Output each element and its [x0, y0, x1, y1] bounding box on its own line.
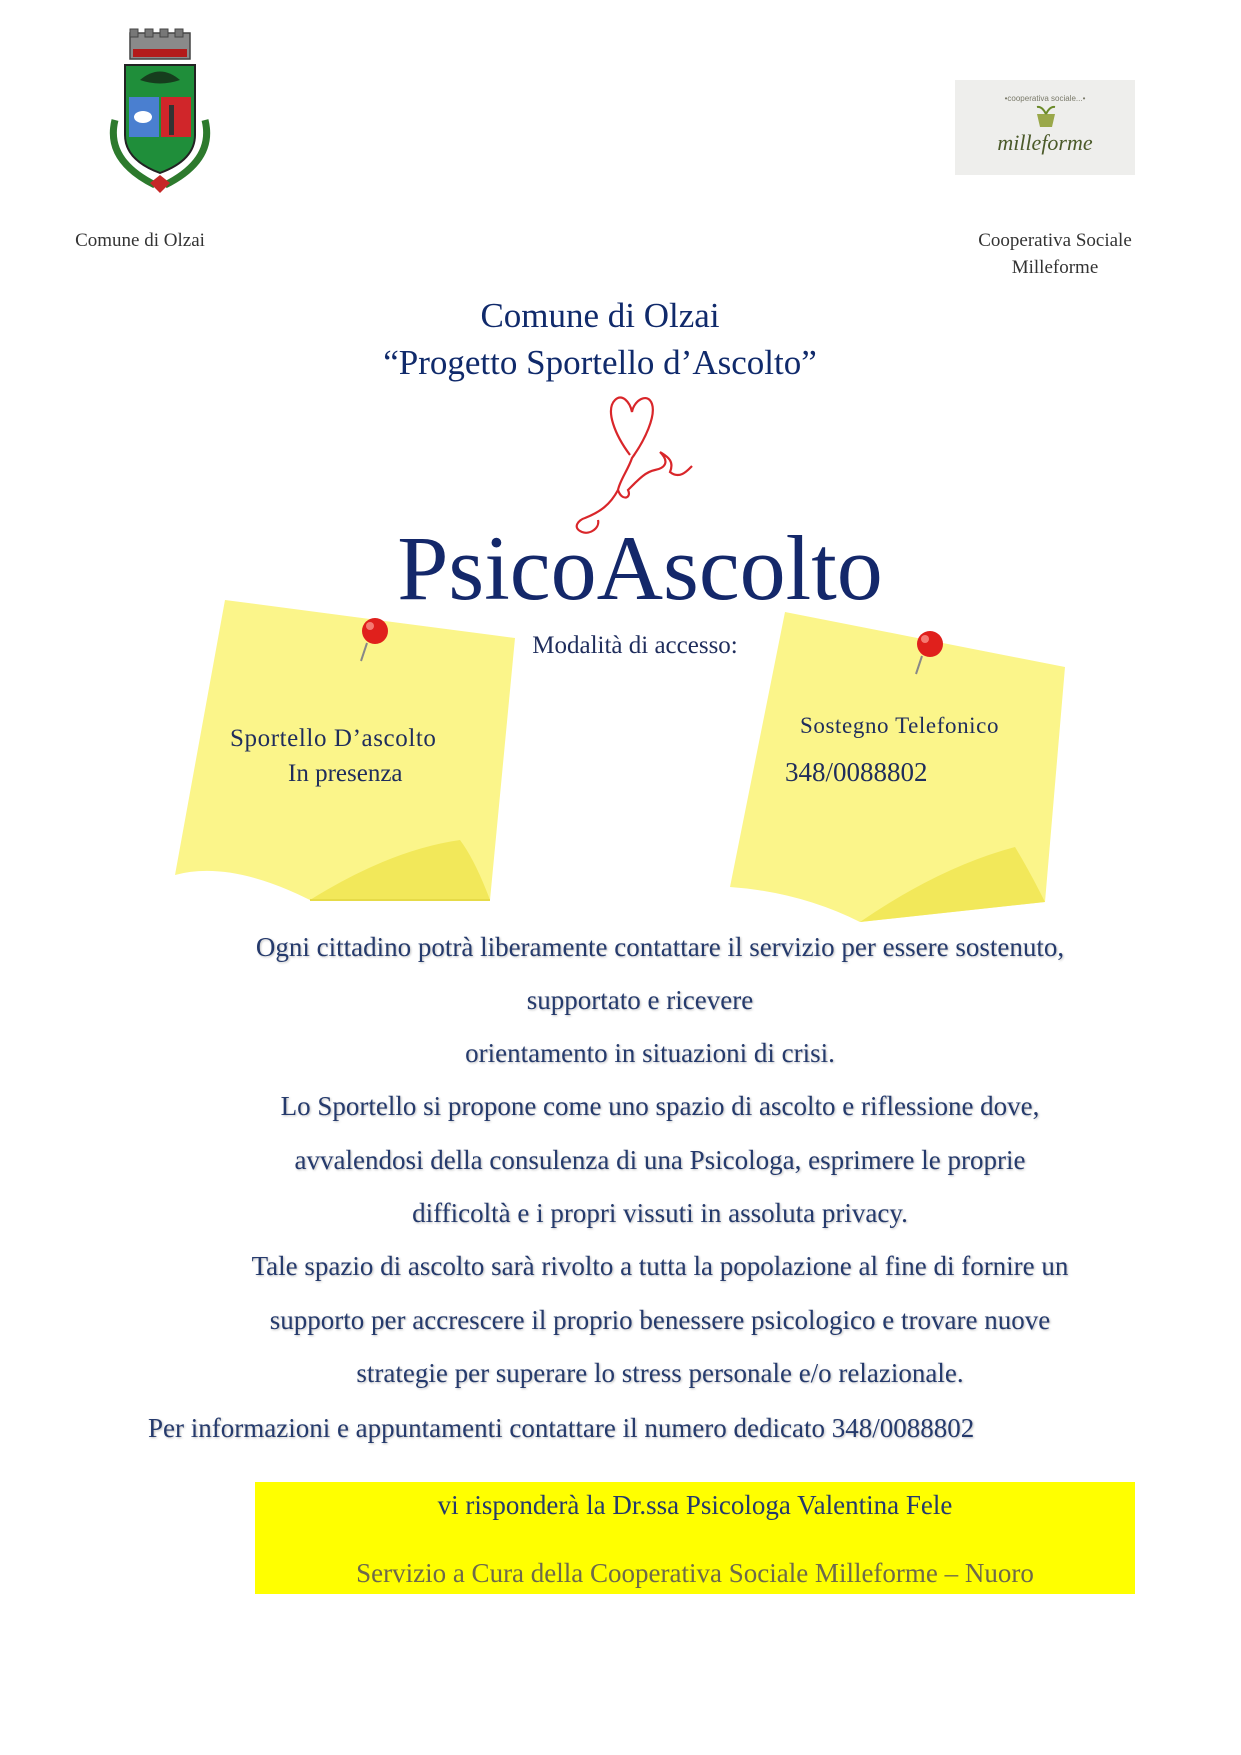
psychologist-line: vi risponderà la Dr.ssa Psicologa Valentina Fele [437, 1490, 953, 1520]
note-right-line1: Sostegno Telefonico [800, 713, 1000, 738]
body-line: supportato e ricevere [526, 985, 754, 1015]
body-line: strategie per superare lo stress personale e/o relazionale. [356, 1358, 964, 1388]
service-credit-line: Servizio a Cura della Cooperativa Sociale Milleforme – Nuoro [356, 1558, 1034, 1588]
title-project: “Progetto Sportello d’Ascolto” [383, 343, 817, 382]
body-line: orientamento in situazioni di crisi. [465, 1038, 835, 1068]
body-line: Tale spazio di ascolto sarà rivolto a tutta la popolazione al fine di fornire un [251, 1251, 1069, 1281]
body-line: supporto per accrescere il proprio benessere psicologico e trovare nuove [269, 1305, 1051, 1335]
note-right-line2: 348/0088802 [785, 757, 928, 787]
title-municipality: Comune di Olzai [480, 296, 720, 335]
note-left-line1: Sportello D’ascolto [230, 725, 437, 752]
left-logo-caption: Comune di Olzai [75, 230, 205, 251]
main-title: PsicoAscolto [397, 517, 883, 619]
access-mode-label: Modalità di accesso: [532, 632, 738, 659]
cooperative-milleforme-logo [955, 80, 1135, 175]
right-caption-line2: Milleforme [1011, 257, 1099, 278]
red-pushpin-icon [355, 615, 395, 665]
logo-name: milleforme [997, 130, 1093, 155]
body-line: Lo Sportello si propone come uno spazio di ascolto e riflessione dove, [280, 1091, 1040, 1121]
right-caption-line1: Cooperativa Sociale [978, 230, 1132, 251]
comune-coat-of-arms-logo [95, 25, 225, 200]
right-logo-caption [950, 227, 1160, 281]
body-line: avvalendosi della consulenza di una Psicologa, esprimere le proprie [294, 1145, 1026, 1175]
logo-tagline: •cooperativa sociale...• [1004, 94, 1086, 103]
body-line: Ogni cittadino potrà liberamente contattare il servizio per essere sostenuto, [255, 932, 1065, 962]
plant-pot-icon [1033, 104, 1059, 128]
contact-info: Per informazioni e appuntamenti contattare il numero dedicato 348/0088802 [148, 1413, 975, 1443]
note-left-line2: In presenza [288, 760, 403, 787]
body-line: difficoltà e i propri vissuti in assoluta privacy. [412, 1198, 908, 1228]
red-pushpin-icon [910, 628, 950, 678]
